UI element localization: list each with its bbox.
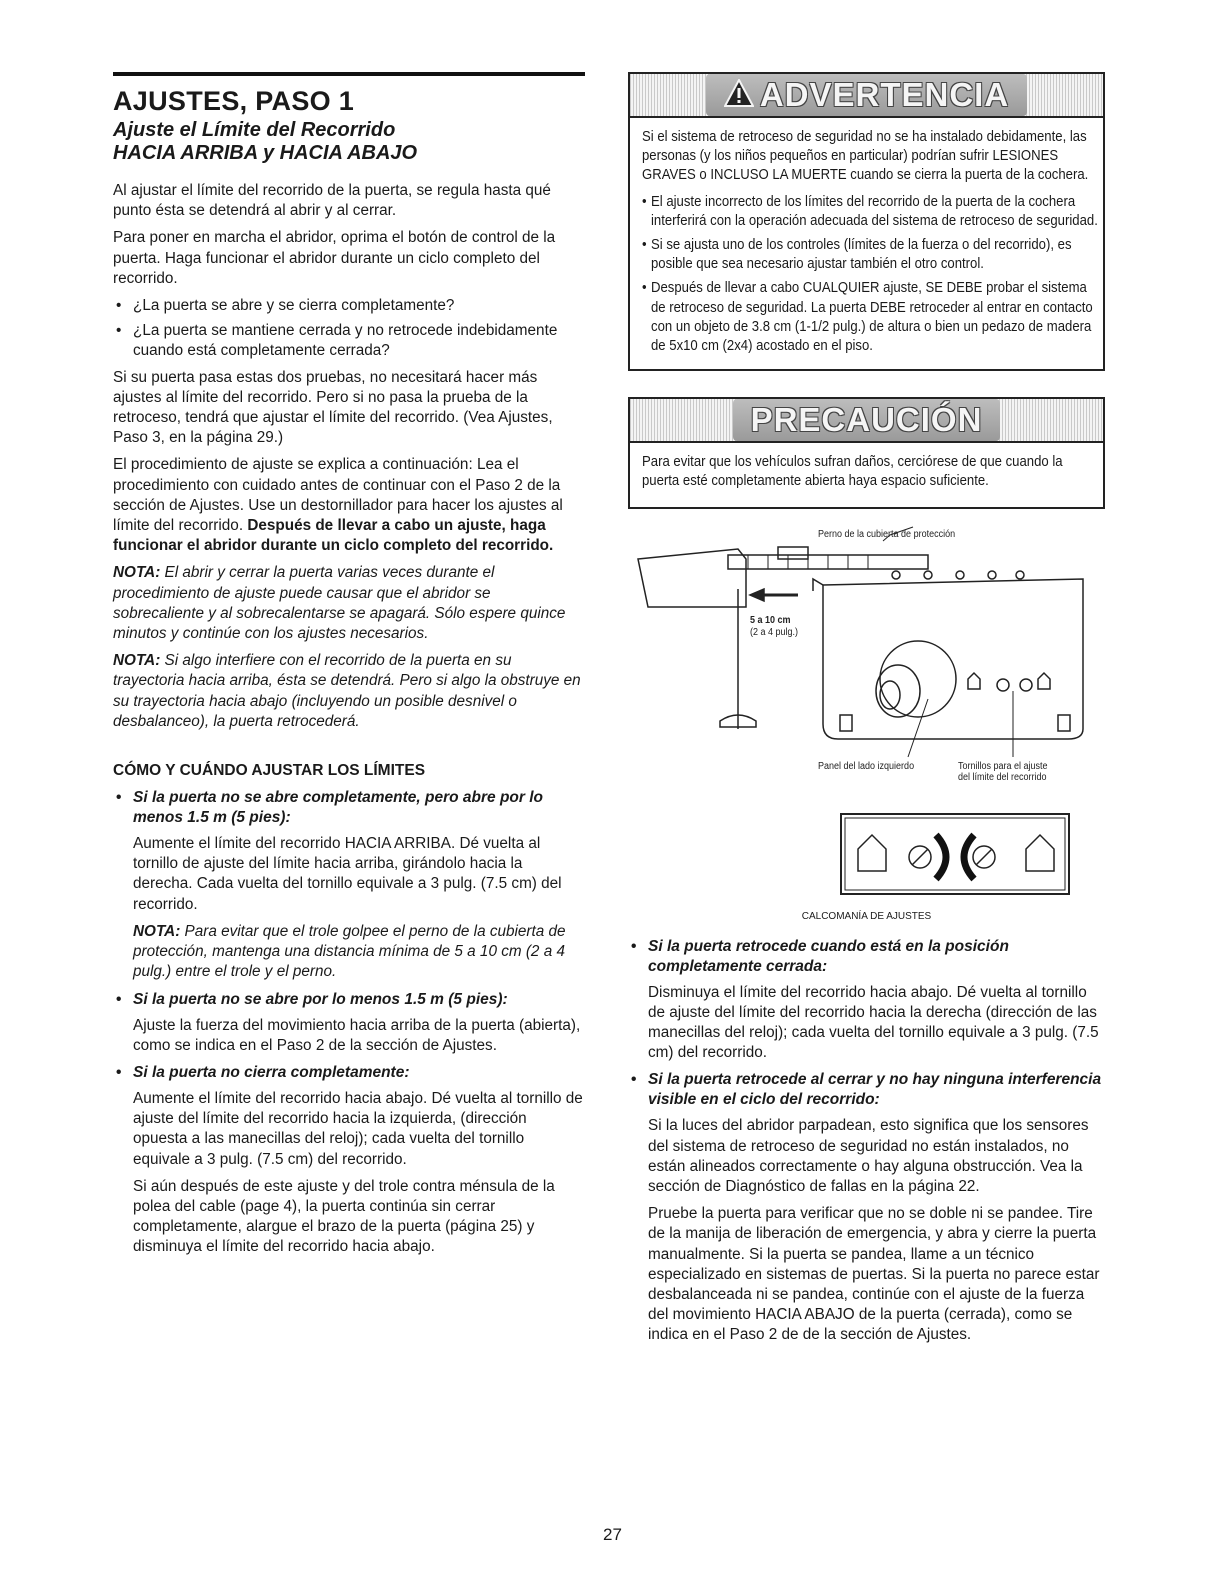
bolt-label: Perno de la cubierta de protección <box>818 528 956 540</box>
note-text: El abrir y cerrar la puerta varias veces durante el procedimiento de ajuste puede causar que el abridor se sobrecaliente y al sobrecalentarse se apagará. Sólo espere quince minutos y continúe con los ajustes necesarios. <box>113 564 566 643</box>
page-subtitle <box>113 119 585 165</box>
case-paragraph: Ajuste la fuerza del movimiento hacia arriba de la puerta (abierta), como se indica en el Paso 2 de la sección de Ajustes. <box>133 1016 581 1054</box>
caution-banner <box>630 399 1103 443</box>
case-title: • Si la puerta no cierra completamente: <box>113 1063 585 1083</box>
case-paragraph: Aumente el límite del recorrido hacia abajo. Dé vuelta al tornillo de ajuste del límite del recorrido hacia la izquierda, (dirección opuesta a las manecillas del reloj); cada vuelta del tornillo equivale a 3 pulg. (7.5 cm) del recorrido. <box>133 1089 583 1168</box>
warning-banner-label <box>706 74 1027 116</box>
note-overheat <box>113 563 585 644</box>
distance-label-inches: (2 a 4 pulg.) <box>750 626 799 638</box>
warning-list <box>642 193 1098 357</box>
case-title: • Si la puerta retrocede cuando está en la posición completamente cerrada: <box>628 937 1105 977</box>
list-item: • Después de llevar a cabo CUALQUIER ajuste, SE DEBE probar el sistema de retroceso de seguridad. La puerta DEBE retroceder al entrar en contacto con un objeto de 3.8 cm (1-1/2 pulg.) de altura o bien un pedazo de madera de 5x10 cm (2x4) acostado en el piso. <box>642 279 1100 356</box>
case-reverses-no-interference <box>628 1070 1105 1345</box>
case-partial-open <box>113 788 585 982</box>
case-title: • Si la puerta retrocede al cerrar y no hay ninguna interferencia visible en el ciclo del recorrido: <box>628 1070 1105 1110</box>
warning-triangle-icon <box>724 79 754 112</box>
subtitle-line-1: Ajuste el Límite del Recorrido <box>113 119 396 141</box>
subtitle-line-2: HACIA ARRIBA y HACIA ABAJO <box>113 142 418 164</box>
procedure-bold-text: Después de llevar a cabo un ajuste, haga funcionar el abridor durante un ciclo completo del recorrido. <box>113 517 554 555</box>
note-label: NOTA: <box>133 922 181 940</box>
note-label: NOTA: <box>113 564 161 582</box>
panel-label: Panel del lado izquierdo <box>818 760 915 772</box>
caution-text: Para evitar que los vehículos sufran daños, cerciórese de que cuando la puerta esté completamente abierta haya espacio suficiente. <box>642 454 1063 490</box>
list-item: • ¿La puerta se abre y se cierra completamente? <box>113 296 585 316</box>
adjustment-decal <box>628 819 1105 929</box>
case-note <box>113 922 585 983</box>
screws-label-line2: del límite del recorrido <box>958 771 1047 783</box>
caution-body <box>630 443 1103 506</box>
note-text: Para evitar que el trole golpee el perno de la cubierta de protección, mantenga una distancia mínima de 5 a 10 cm (2 a 4 pulg.) entre el trole y el perno. <box>133 922 566 981</box>
tests-paragraph: Si su puerta pasa estas dos pruebas, no necesitará hacer más ajustes al límite del recorrido. Pero si no pasa la prueba de la retroceso, tendrá que ajustar el límite del recorrido. (Vea Ajustes, Paso 3, en la página 29.) <box>113 368 553 447</box>
screws-label: Tornillos para el ajuste <box>958 760 1048 772</box>
case-not-close <box>113 1063 585 1258</box>
warning-box <box>628 72 1105 371</box>
case-reverses-closed <box>628 937 1105 1064</box>
procedure-text: El procedimiento de ajuste se explica a continuación: Lea el procedimiento con cuidado antes de continuar con el Paso 2 de la sección de Ajustes. Use un destornillador para hacer los ajustes al límite del recorrido. <box>113 456 563 535</box>
note-interference <box>113 651 585 732</box>
case-paragraph: Disminuya el límite del recorrido hacia abajo. Dé vuelta al tornillo de ajuste del límite del recorrido hacia la derecha (dirección de las manecillas del reloj); cada vuelta del tornillo equivale a 3 pulg. (7.5 cm) del recorrido. <box>648 983 1099 1062</box>
page-title: AJUSTES, PASO 1 <box>113 86 355 116</box>
caution-box <box>628 397 1105 508</box>
caution-banner-text: PRECAUCIÓN <box>750 401 983 439</box>
list-item: • ¿La puerta se mantiene cerrada y no retrocede indebidamente cuando está completamente cerrada? <box>113 321 585 361</box>
decal-icon <box>628 809 1105 901</box>
warning-banner-text: ADVERTENCIA <box>759 76 1010 113</box>
caution-banner-label <box>733 399 1001 441</box>
note-text: Si algo interfiere con el recorrido de la puerta en su trayectoria hacia arriba, ésta se detendrá. Pero si algo la obstruye en su trayectoria hacia abajo (incluyendo un posible desnivel o desbalanceo), la puerta retrocederá. <box>113 652 581 730</box>
section-title: CÓMO Y CUÁNDO AJUSTAR LOS LÍMITES <box>113 762 426 780</box>
warning-banner <box>630 74 1103 118</box>
procedure-paragraph <box>113 455 585 556</box>
warning-body <box>630 118 1103 369</box>
case-not-open <box>113 990 585 1056</box>
case-paragraph: Si la luces del abridor parpadean, esto significa que los sensores del sistema de retroceso de seguridad no están instalados, no están alineados correctamente o hay alguna obstrucción. Vea la sección de Diagnóstico de fallas en la página 22. <box>648 1117 1089 1196</box>
test-questions-list <box>113 296 585 362</box>
case-title: • Si la puerta no se abre por lo menos 1.5 m (5 pies): <box>113 990 585 1010</box>
right-column <box>628 72 1105 1353</box>
case-paragraph: Si aún después de este ajuste y del trole contra ménsula de la polea del cable (page 4), la puerta continúa sin cerrar completamente, alargue el brazo de la puerta (página 25) y disminuya el límite del recorrido hacia abajo. <box>133 1177 555 1256</box>
intro-paragraph: Al ajustar el límite del recorrido de la puerta, se regula hasta qué punto ésta se detendrá al abrir y al cerrar. <box>113 182 551 220</box>
list-item: • El ajuste incorrecto de los límites del recorrido de la puerta de la cochera interferirá con la operación adecuada del sistema de retroceso de seguridad. <box>642 193 1100 231</box>
note-label: NOTA: <box>113 652 161 670</box>
list-item: • Si se ajusta uno de los controles (límites de la fuerza o del recorrido), es posible que sea necesario ajustar también el otro control. <box>642 236 1100 274</box>
left-column <box>113 72 585 1265</box>
distance-label: 5 a 10 cm <box>750 614 791 626</box>
page-number: 27 <box>603 1525 622 1544</box>
warning-intro: Si el sistema de retroceso de seguridad no se ha instalado debidamente, las personas (y los niños pequeños en particular) podrían sufrir LESIONES GRAVES o INCLUSO LA MUERTE cuando se cierra la puerta de la cochera. <box>642 129 1089 184</box>
heading-rule <box>113 72 585 76</box>
operate-paragraph: Para poner en marcha el abridor, oprima el botón de control de la puerta. Haga funcionar el abridor durante un ciclo completo del recorrido. <box>113 229 556 287</box>
opener-figure <box>628 519 1105 819</box>
case-paragraph: Pruebe la puerta para verificar que no se doble ni se pandee. Tire de la manija de liberación de emergencia, y abra y cierre la puerta manualmente. Si la puerta se pandea, llame a un técnico especializado en sistemas de puertas. Si la puerta no parece estar desbalanceada ni se pandea, continúe con el ajuste de la fuerza del movimiento HACIA ABAJO de la puerta (cerrada), como se indica en el Paso 2 de de la sección de Ajustes. <box>648 1205 1100 1344</box>
decal-caption: CALCOMANÍA DE AJUSTES <box>801 910 932 922</box>
case-paragraph: Aumente el límite del recorrido HACIA ARRIBA. Dé vuelta al tornillo de ajuste del límite hacia arriba, girándolo hacia la derecha. Cada vuelta del tornillo equivale a 3 pulg. (7.5 cm) del recorrido. <box>133 835 562 913</box>
right-cases <box>628 937 1105 1346</box>
case-title: • Si la puerta no se abre completamente, pero abre por lo menos 1.5 m (5 pies): <box>113 788 585 828</box>
